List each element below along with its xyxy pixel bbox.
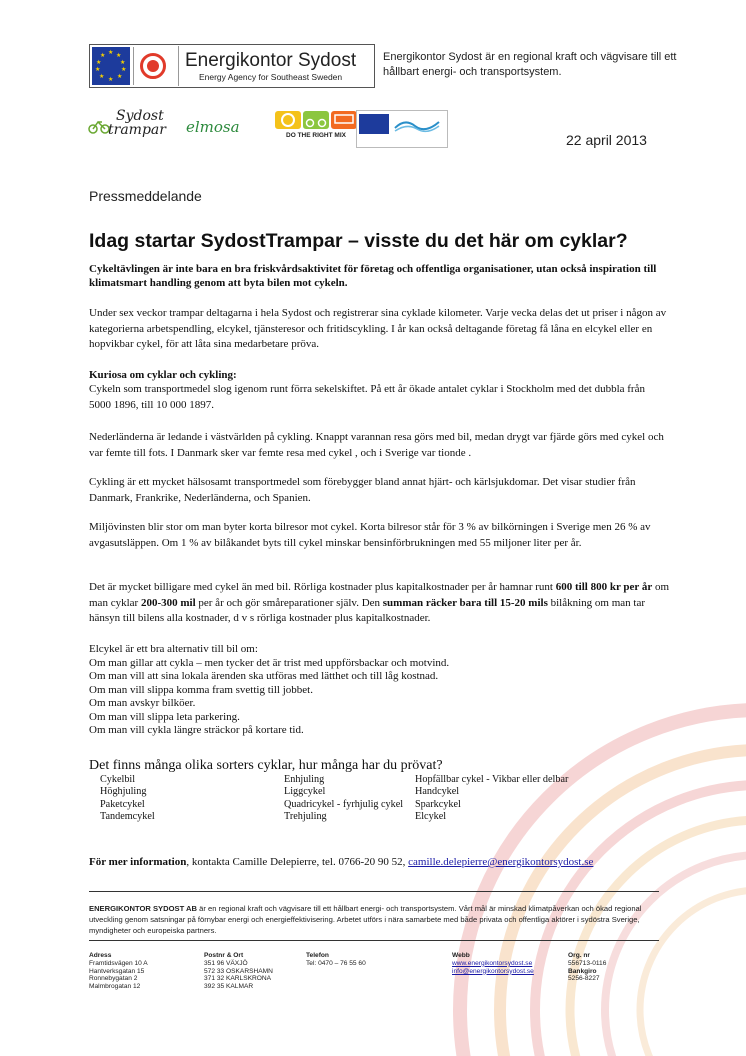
- footer-web-column: Webb www.energikontorsydost.se info@energikontorsydost.se: [452, 952, 534, 975]
- sun-icon: [133, 47, 172, 85]
- bicycle-icon: [88, 118, 110, 134]
- more-info: [89, 855, 689, 869]
- more-info-text: , kontakta Camille Delepierre, tel. 0766-20 90 52,: [186, 856, 409, 868]
- doc-type: Pressmeddelande: [89, 188, 202, 204]
- website-link[interactable]: www.energikontorsydost.se: [452, 959, 533, 967]
- info-email-link[interactable]: info@energikontorsydost.se: [452, 967, 534, 975]
- list-item: Om man vill slippa leta parkering.: [89, 710, 240, 723]
- contact-email-link[interactable]: camille.delepierre@energikontorsydost.se: [408, 856, 594, 868]
- eu-fund-logo: [356, 110, 448, 148]
- footer-divider: [89, 891, 659, 892]
- sydost-word: Sydost: [116, 108, 164, 124]
- curiosa-paragraph-4: Miljövinsten blir stor om man byter korta bilresor mot cykel. Korta bilresor står för 3 % av bilkörningen i Sverige men 26 % av avgasutsläppen. Om 1 % av bilåkandet byts till cykel minskar bensinförbrukningen med 55 miljoner liter per år.: [89, 521, 651, 549]
- list-item: Om man vill cykla längre sträckor på kortare tid.: [89, 724, 304, 736]
- footer-divider: [89, 940, 659, 941]
- bike-type: Liggcykel: [284, 786, 326, 798]
- sydost-trampar-logo: [88, 110, 178, 140]
- transport-mix-icon: [273, 108, 359, 132]
- brand-title: Energikontor Sydost: [185, 50, 357, 71]
- curiosa-paragraph-3: Cykling är ett mycket hälsosamt transportmedel som förebygger bland annat hjärt- och kärlsjukdomar. Det visar studier från Danmark, Frankrike, Nederländerna, och Spanien.: [89, 476, 636, 504]
- tagline: Energikontor Sydost är en regional kraft och vägvisare till ett hållbart energi- och transportsystem.: [383, 51, 677, 78]
- bike-type: Hopfällbar cykel - Vikbar eller delbar: [415, 774, 569, 785]
- brand-subtitle: Energy Agency for Southeast Sweden: [198, 72, 343, 82]
- bike-type: Tandemcykel: [100, 810, 155, 822]
- list-item: Om man vill slippa komma fram svettig till jobbet.: [89, 683, 313, 696]
- elmosa-logo: elmosa: [186, 118, 240, 136]
- footer-org-name: ENERGIKONTOR SYDOST AB: [89, 904, 198, 913]
- bike-column-2: [284, 774, 403, 823]
- lead-paragraph: Cykeltävlingen är inte bara en bra friskvårdsaktivitet för företag och offentliga organisationer, utan också inspiration till klimatsmart handling genom att byta bilen mot cykeln.: [89, 263, 657, 289]
- bike-column-3: [415, 774, 568, 823]
- energikontor-logo: [89, 44, 375, 88]
- elcykel-section: [89, 643, 669, 738]
- curiosa-heading: Kuriosa om cyklar och cykling:: [89, 369, 237, 381]
- footer-address-column: Adress Framtidsvägen 10 A Hantverksgatan 15 Ronnebygatan 2 Malmbrogatan 12: [89, 952, 148, 991]
- page-title: Idag startar SydostTrampar – visste du det här om cyklar?: [89, 230, 628, 252]
- bike-type: Höghjuling: [100, 786, 147, 798]
- bike-type: Handcykel: [415, 786, 460, 798]
- elcykel-intro: Elcykel är ett bra alternativ till bil om:: [89, 643, 258, 655]
- eu-flag-small-icon: [359, 114, 389, 134]
- curiosa-paragraph-1: Cykeln som transportmedel slog igenom runt förra sekelskiftet. På ett år ökade antalet cyklar i Stockholm med det dubbla från 5000 1896, till 10 000 1897.: [89, 383, 645, 411]
- intro-paragraph: Under sex veckor trampar deltagarna i hela Sydost och registrerar sina cyklade kilometer. Varje vecka delas det ut priser i någon av kategorierna arbetspendling, elcykel, tjänsteresor och fritidscykling. I år kan också deltagande företag få låna en elcykel eller en hopvikbar cykel, för att låta sina medarbetare pröva.: [89, 307, 667, 350]
- bike-type: Trehjuling: [284, 810, 327, 822]
- bike-column-1: [100, 774, 155, 823]
- footer-org-column: Org. nr 556713-0116 Bankgiro 5256-8227: [568, 952, 607, 983]
- list-item: Om man avskyr bilköer.: [89, 697, 196, 709]
- list-item: Om man gillar att cykla – men tycker det är trist med uppförsbackar och motvind.: [89, 656, 450, 669]
- drm-label: DO THE RIGHT MIX: [286, 132, 346, 139]
- do-the-right-mix-logo: [273, 108, 363, 142]
- list-item: Om man vill att sina lokala ärenden ska utföras med lätthet och till låg kostnad.: [89, 670, 439, 682]
- bike-type: Sparkcykel: [415, 798, 461, 810]
- footer-description: ENERGIKONTOR SYDOST AB är en regional kraft och vägvisare till ett hållbart energi- och transportsystem. Vårt mål är minskad klimatpåverkan och ökad regional utveckling genom satsningar på förnybar energi och energieffektivisering. Arbetet utförs i nära samarbete med både privata och offentliga aktörer i sydöstra Sverige, myndigheter och europeiska partners.: [89, 904, 642, 935]
- bike-type: Cykelbil: [100, 774, 136, 785]
- trampar-word: trampar: [108, 122, 166, 138]
- bike-type: Elcykel: [415, 810, 447, 822]
- footer-postnr-column: Postnr & Ort 351 96 VÄXJÖ 572 33 OSKARSHAMN 371 32 KARLSKRONA 392 35 KALMAR: [204, 952, 273, 991]
- more-info-label: För mer information: [89, 856, 187, 868]
- curiosa-paragraph-5: Det är mycket billigare med cykel än med bil. Rörliga kostnader plus kapitalkostnader per år hamnar runt 600 till 800 kr per år om man cyklar 200-300 mil per år och gör småreparationer själv. Den summan räcker bara till 15-20 mils bilåkning om man tar hänsyn till bilens alla kostnader, d v s rörliga kostnader plus kapitalkostnader.: [89, 581, 670, 624]
- bike-type: Enhjuling: [284, 774, 325, 785]
- press-date: 22 april 2013: [566, 132, 647, 148]
- bike-type: Paketcykel: [100, 798, 145, 810]
- footer-phone-column: Telefon Tel: 0470 – 76 55 60: [306, 952, 366, 967]
- south-baltic-icon: [393, 114, 443, 134]
- partner-logos: [88, 108, 458, 148]
- curiosa-paragraph-2: Nederländerna är ledande i västvärlden på cykling. Knappt varannan resa görs med bil, medan drygt var fjärde görs med cykel och var femte till fots. I Danmark sker var femte resa med cykel , och i Sverige var tionde .: [89, 431, 664, 459]
- bike-types-question: Det finns många olika sorters cyklar, hur många har du prövat?: [89, 758, 443, 773]
- eu-flag-icon: ★ ★ ★ ★ ★ ★ ★ ★ ★ ★: [92, 47, 130, 85]
- bike-type: Quadricykel - fyrhjulig cykel: [284, 798, 404, 810]
- curiosa-section: [89, 368, 669, 413]
